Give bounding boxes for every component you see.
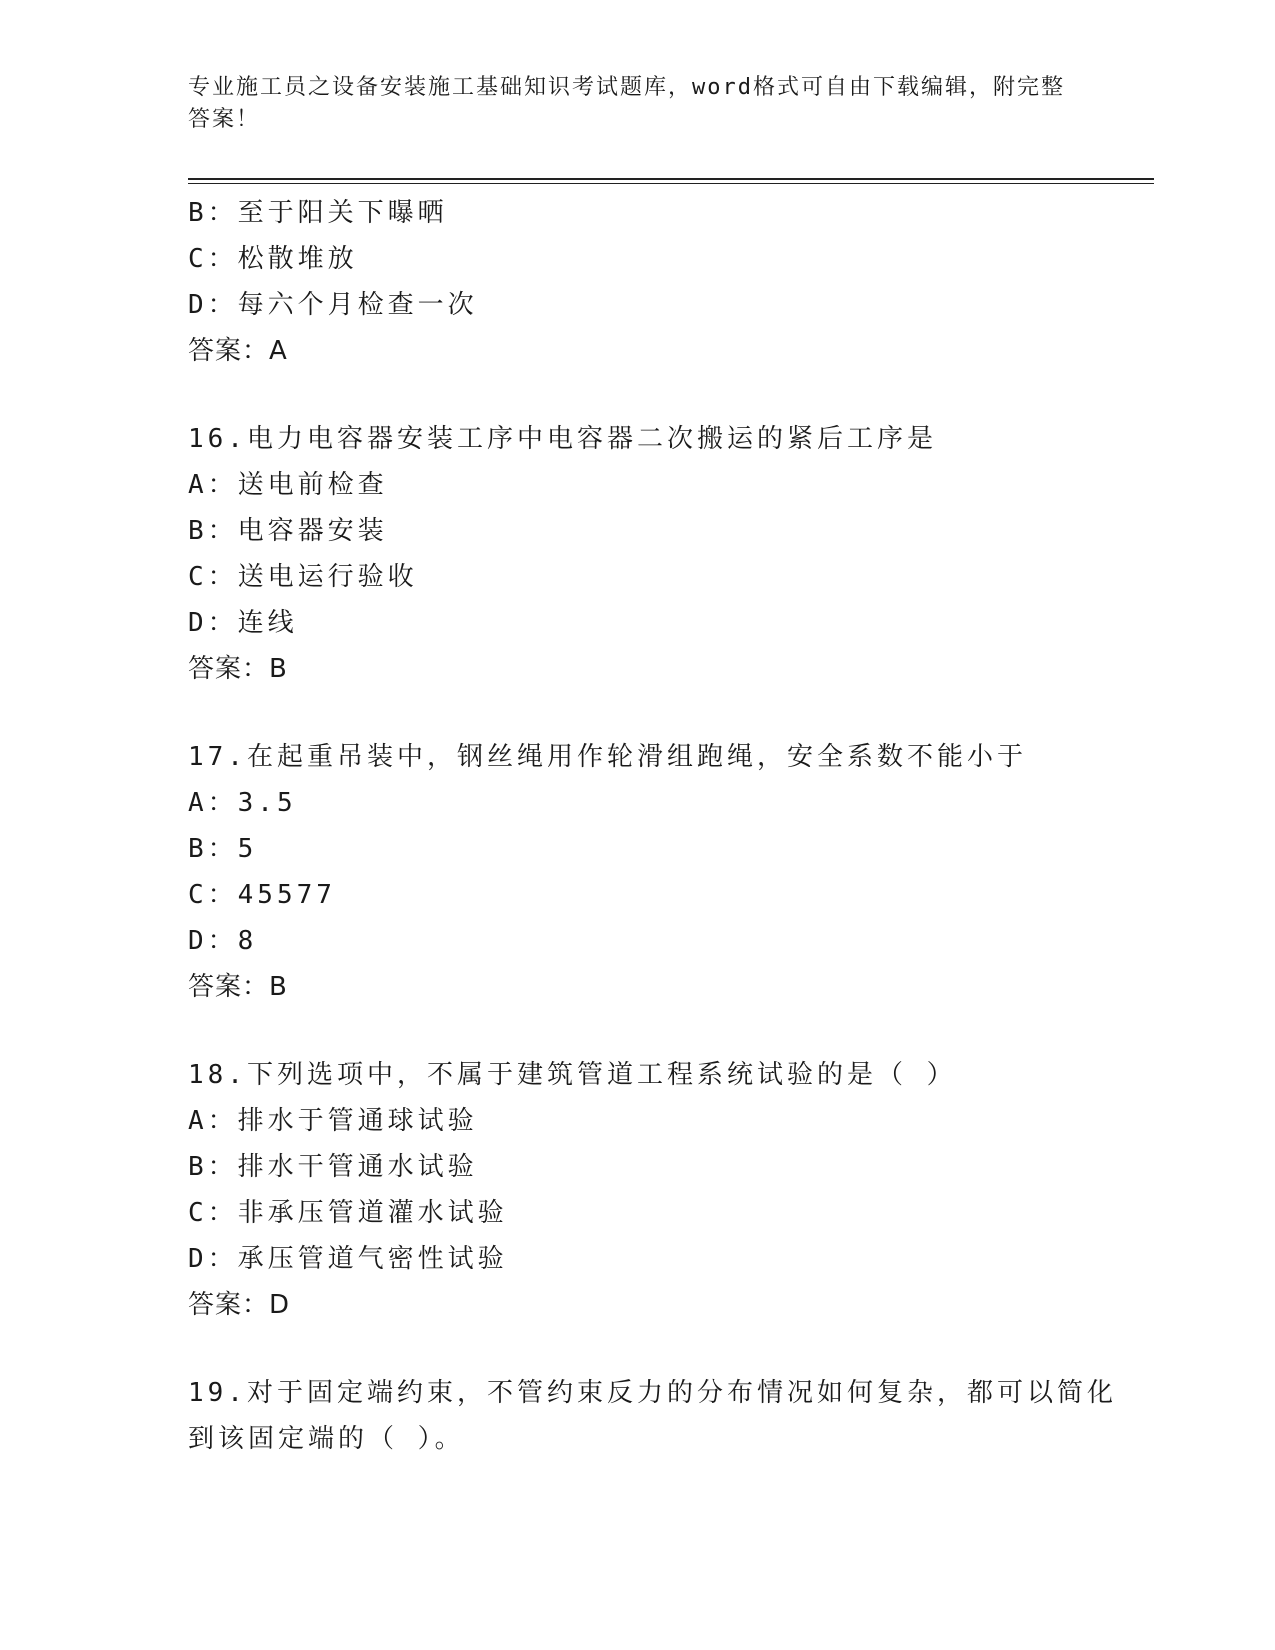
question-stem: 17.在起重吊装中，钢丝绳用作轮滑组跑绳，安全系数不能小于 bbox=[188, 742, 1027, 772]
option-b: B：5 bbox=[188, 834, 258, 864]
option-a: A：送电前检查 bbox=[188, 470, 388, 500]
option-c: C：非承压管道灌水试验 bbox=[188, 1198, 508, 1228]
option-a: A：3.5 bbox=[188, 788, 297, 818]
option-b: B：电容器安装 bbox=[188, 516, 388, 546]
question-list bbox=[188, 190, 1138, 1462]
answer: 答案：A bbox=[188, 336, 288, 366]
option-c: C：45577 bbox=[188, 880, 336, 910]
option-c: C：送电运行验收 bbox=[188, 562, 418, 592]
document-header: 专业施工员之设备安装施工基础知识考试题库，word格式可自由下载编辑，附完整答案！ bbox=[188, 75, 1065, 132]
option-a: A：排水于管通球试验 bbox=[188, 1106, 478, 1136]
option-d: D：承压管道气密性试验 bbox=[188, 1244, 508, 1274]
option-b: B：至于阳关下曝晒 bbox=[188, 198, 448, 228]
answer: 答案：D bbox=[188, 1290, 291, 1320]
header-rule-thin bbox=[188, 183, 1154, 184]
answer: 答案：B bbox=[188, 654, 288, 684]
option-d: D：每六个月检查一次 bbox=[188, 290, 478, 320]
question-stem: 18.下列选项中，不属于建筑管道工程系统试验的是（ ） bbox=[188, 1060, 957, 1090]
option-b: B：排水干管通水试验 bbox=[188, 1152, 478, 1182]
option-c: C：松散堆放 bbox=[188, 244, 358, 274]
answer: 答案：B bbox=[188, 972, 288, 1002]
question-stem: 16.电力电容器安装工序中电容器二次搬运的紧后工序是 bbox=[188, 424, 937, 454]
header-rule-thick bbox=[188, 178, 1154, 180]
option-d: D：8 bbox=[188, 926, 258, 956]
option-d: D：连线 bbox=[188, 608, 298, 638]
question-stem: 19.对于固定端约束，不管约束反力的分布情况如何复杂，都可以简化到该固定端的（ ）。 bbox=[188, 1378, 1117, 1454]
